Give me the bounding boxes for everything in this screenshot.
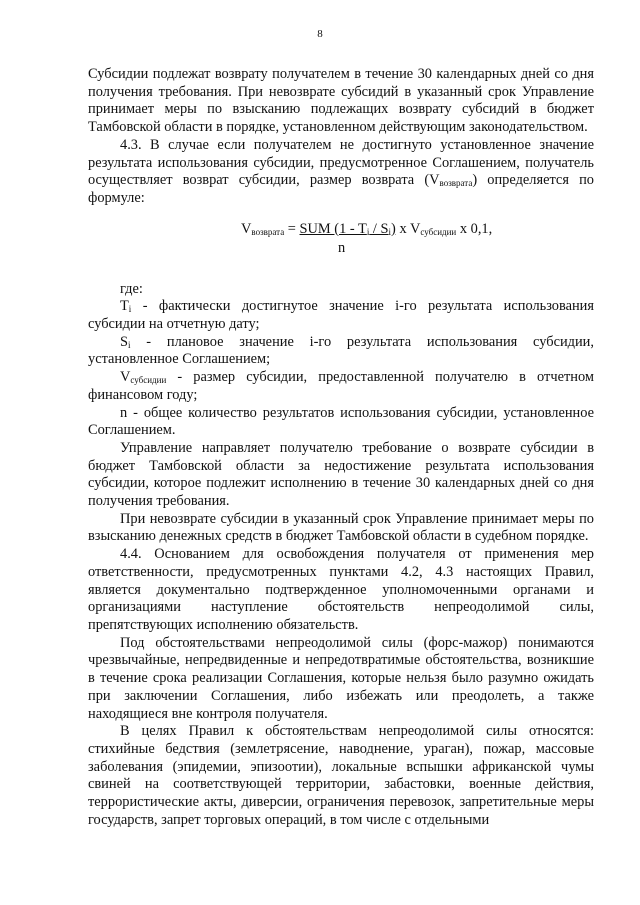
document-body bbox=[88, 66, 594, 829]
formula-subsidy-subscript: субсидии bbox=[420, 226, 457, 237]
formula-numerator bbox=[300, 221, 396, 237]
v-subscript: субсидии bbox=[130, 375, 167, 386]
formula-tail: x 0,1, bbox=[456, 220, 493, 237]
paragraph-4-3-text: 4.3. В случае если получателем не достигнуто установленное значение результата использования субсидии, предусмотренное Соглашением, получатель осуществляет возврат субсидии, размер возврата (V bbox=[88, 136, 594, 189]
where-label: где: bbox=[120, 280, 143, 297]
s-symbol: S bbox=[120, 333, 129, 350]
formula-denominator: n bbox=[338, 239, 346, 256]
definition-t bbox=[88, 298, 594, 333]
formula-t-subscript: i bbox=[366, 226, 370, 237]
paragraph-court-recovery: При невозврате субсидии в указанный срок Управление принимает меры по взысканию денежных средств в бюджет Тамбовской области в судебном порядке. bbox=[88, 510, 594, 545]
definition-v-text: - размер субсидии, предоставленной получателю в отчетном финансовом году; bbox=[88, 369, 594, 403]
formula-s: / S bbox=[369, 220, 389, 237]
paragraph-refund-request: Управление направляет получателю требование о возврате субсидии в бюджет Тамбовской области за недостижение результата использования субсидии, которое подлежит исполнению в течение 30 календарных дней со дня получения требования. bbox=[88, 439, 594, 510]
v-symbol: V bbox=[120, 369, 131, 386]
definition-n: n - общее количество результатов использования субсидии, установленное Соглашением. bbox=[88, 404, 594, 439]
paragraph-refund-deadline: Субсидии подлежат возврату получателем в течение 30 календарных дней со дня получения требования. При невозврате субсидий в указанный срок Управление принимает меры по взысканию подлежащих возврату субсидий в бюджет Тамбовской области в порядке, установленном действующим законодательством. bbox=[88, 66, 594, 136]
v-refund-subscript: возврата bbox=[439, 178, 473, 189]
formula-v-subscript: возврата bbox=[251, 226, 285, 237]
refund-formula bbox=[88, 217, 594, 271]
definition-s bbox=[88, 334, 594, 369]
formula-numerator-line bbox=[241, 221, 492, 239]
definition-s-text: - плановое значение i-го результата использования субсидии, установленное Соглашением; bbox=[88, 333, 594, 368]
definition-v bbox=[88, 369, 594, 404]
paragraph-force-majeure: Под обстоятельствами непреодолимой силы (форс-мажор) понимаются чрезвычайные, непредвиденные и непредотвратимые обстоятельства, возникшие в течение срока реализации Соглашения, которые нельзя было разумно ожидать при заключении Соглашения, либо избежать или преодолеть, а также находящиеся вне контроля получателя. bbox=[88, 634, 594, 722]
page-number: 8 bbox=[317, 28, 323, 40]
t-symbol: T bbox=[120, 298, 129, 315]
formula-times-v: x V bbox=[395, 220, 421, 237]
t-subscript: i bbox=[128, 304, 132, 315]
paragraph-4-3-end: ) определяется по формуле: bbox=[88, 172, 594, 206]
paragraph-4-4: 4.4. Основанием для освобождения получателя от применения мер ответственности, предусмотренных пунктами 4.2, 4.3 настоящих Правил, является документально подтвержденное уполномоченными органами и организациями наступление обстоятельств непреодолимой силы, препятствующих исполнению обязательств. bbox=[88, 546, 594, 633]
formula-equals: = bbox=[284, 220, 300, 237]
paragraph-force-majeure-list: В целях Правил к обстоятельствам непреодолимой силы относятся: стихийные бедствия (землетрясение, наводнение, ураган), пожар, массовые заболевания (эпидемии, эпизоотии), локальные вспышки африканской чумы свиней на соответствующей территории, забастовки, военные действия, террористические акты, диверсии, ограничения перевозок, запретительные меры государств, запрет торговых операций, в том числе с отдельными bbox=[88, 723, 594, 828]
paragraph-4-3 bbox=[88, 137, 594, 208]
formula-v: V bbox=[241, 220, 252, 237]
formula-s-subscript: i bbox=[388, 226, 392, 237]
s-subscript: i bbox=[128, 339, 131, 350]
definition-t-text: - фактически достигнутое значение i-го результата использования субсидии на отчетную дату; bbox=[88, 298, 594, 333]
formula-sum: SUM (1 - T bbox=[299, 220, 367, 237]
formula-close-paren: ) bbox=[391, 220, 396, 237]
